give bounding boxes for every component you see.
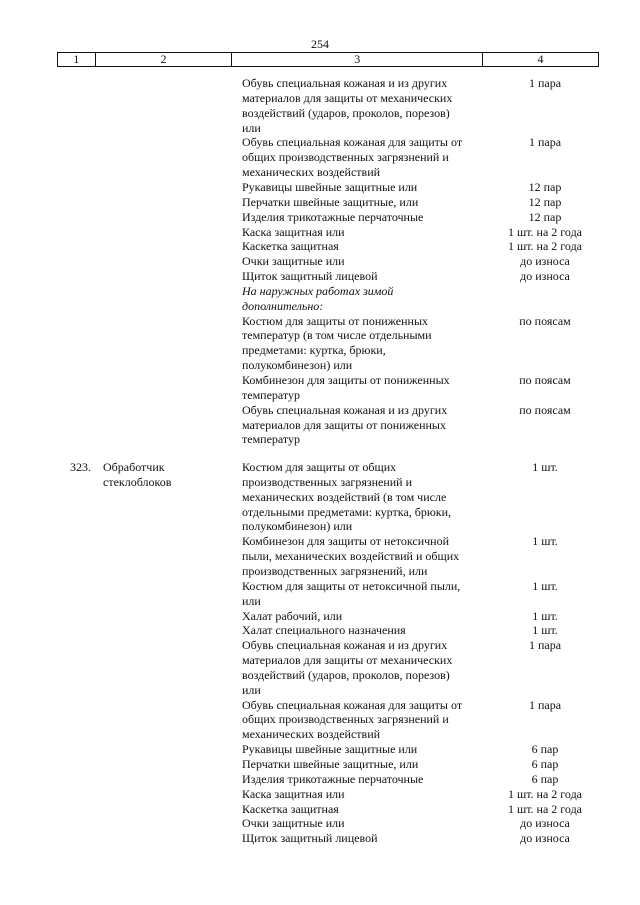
item-description: или xyxy=(242,120,261,135)
item-norm: 6 пар xyxy=(531,771,559,786)
item-norm: до износа xyxy=(520,831,570,846)
item-description: полукомбинезон) или xyxy=(242,519,353,534)
item-norm: 12 пар xyxy=(528,179,562,194)
item-description: воздействий (ударов, проколов, порезов) xyxy=(242,105,450,120)
item-norm: 1 шт. на 2 года xyxy=(507,224,583,239)
item-description: температур (в том числе отдельными xyxy=(242,328,432,343)
item-description: Обувь специальная кожаная и из других xyxy=(242,402,448,417)
item-description: материалов для защиты от механических xyxy=(242,90,453,105)
item-description: воздействий (ударов, проколов, порезов) xyxy=(242,667,450,682)
item-description: температур xyxy=(242,432,301,447)
column-header-4: 4 xyxy=(483,53,599,67)
item-description: Изделия трикотажные перчаточные xyxy=(242,209,424,224)
item-norm: 1 шт. на 2 года xyxy=(507,801,583,816)
column-header-1: 1 xyxy=(58,53,96,67)
item-norm: 6 пар xyxy=(531,757,559,771)
item-description: На наружных работах зимой xyxy=(242,283,394,298)
item-description: пыли, механических воздействий и общих xyxy=(242,549,460,564)
item-description: Очки защитные или xyxy=(242,254,345,269)
item-description: Халат специального назначения xyxy=(242,623,406,638)
item-description: общих производственных загрязнений и xyxy=(242,150,449,165)
item-description: Каска защитная или xyxy=(242,224,345,239)
item-norm: 1 шт. xyxy=(532,460,558,474)
item-norm: до износа xyxy=(520,816,570,831)
item-description: Костюм для защиты от пониженных xyxy=(242,313,429,328)
item-norm: 12 пар xyxy=(528,194,562,209)
item-norm: 12 пар xyxy=(528,209,562,224)
profession-name-line1: Обработчик xyxy=(103,460,165,474)
item-description: Костюм для защиты от общих xyxy=(242,460,397,474)
item-description: предметами: куртка, брюки, xyxy=(242,343,386,358)
item-description: Обувь специальная кожаная для защиты от xyxy=(242,135,463,150)
item-description: Комбинезон для защиты от нетоксичной xyxy=(242,534,450,549)
item-description: Обувь специальная кожаная и из других xyxy=(242,638,448,653)
item-description: Рукавицы швейные защитные или xyxy=(242,742,418,757)
item-norm: 1 шт. на 2 года xyxy=(507,239,583,254)
item-description: Перчатки швейные защитные, или xyxy=(242,757,419,771)
item-norm: 1 шт. xyxy=(532,534,558,549)
item-description: Каска защитная или xyxy=(242,786,345,801)
item-description: Рукавицы швейные защитные или xyxy=(242,179,418,194)
item-description: производственных загрязнений и xyxy=(242,474,413,489)
item-description: отдельными предметами: куртка, брюки, xyxy=(242,504,452,519)
page-number: 254 xyxy=(311,37,329,51)
profession-name-line2: стеклоблоков xyxy=(103,475,172,489)
item-norm: по поясам xyxy=(519,402,571,417)
item-description: материалов для защиты от механических xyxy=(242,653,453,668)
item-description: общих производственных загрязнений и xyxy=(242,712,449,727)
item-description: или xyxy=(242,593,261,608)
item-norm: 1 шт. xyxy=(532,578,558,593)
item-description: дополнительно: xyxy=(242,298,324,313)
item-description: Щиток защитный лицевой xyxy=(242,269,378,284)
item-norm: до износа xyxy=(520,254,570,269)
item-norm: 1 шт. xyxy=(532,608,558,623)
item-description: Халат рабочий, или xyxy=(242,608,343,623)
item-description: Щиток защитный лицевой xyxy=(242,831,378,846)
item-description: температур xyxy=(242,387,301,402)
item-norm: по поясам xyxy=(519,313,571,328)
item-description: механических воздействий xyxy=(242,165,381,180)
item-norm: 1 пара xyxy=(528,697,562,712)
item-description: Очки защитные или xyxy=(242,816,345,831)
column-header-3: 3 xyxy=(232,53,483,67)
item-description: или xyxy=(242,682,261,697)
item-description: производственных загрязнений, или xyxy=(242,563,428,578)
item-description: механических воздействий (в том числе xyxy=(242,489,447,504)
item-norm: 1 пара xyxy=(528,135,562,150)
item-norm: 1 шт. xyxy=(532,623,558,638)
item-description: Изделия трикотажные перчаточные xyxy=(242,771,424,786)
item-description: Каскетка защитная xyxy=(242,239,339,254)
item-description: материалов для защиты от пониженных xyxy=(242,417,446,432)
item-description: механических воздействий xyxy=(242,727,381,742)
item-description: Комбинезон для защиты от пониженных xyxy=(242,373,450,387)
item-norm: 1 шт. на 2 года xyxy=(507,786,583,801)
item-description: Каскетка защитная xyxy=(242,801,339,816)
item-norm: 1 пара xyxy=(528,76,562,90)
item-norm: по поясам xyxy=(519,373,571,387)
item-description: Обувь специальная кожаная и из других xyxy=(242,76,448,90)
item-norm: до износа xyxy=(520,269,570,284)
item-description: Перчатки швейные защитные, или xyxy=(242,194,419,209)
item-description: полукомбинезон) или xyxy=(242,358,353,373)
column-header-2: 2 xyxy=(95,53,232,67)
item-norm: 1 пара xyxy=(528,638,562,653)
item-description: Обувь специальная кожаная для защиты от xyxy=(242,697,463,712)
item-description: Костюм для защиты от нетоксичной пыли, xyxy=(242,578,461,593)
item-norm: 6 пар xyxy=(531,742,559,757)
entry-number: 323. xyxy=(70,460,91,474)
